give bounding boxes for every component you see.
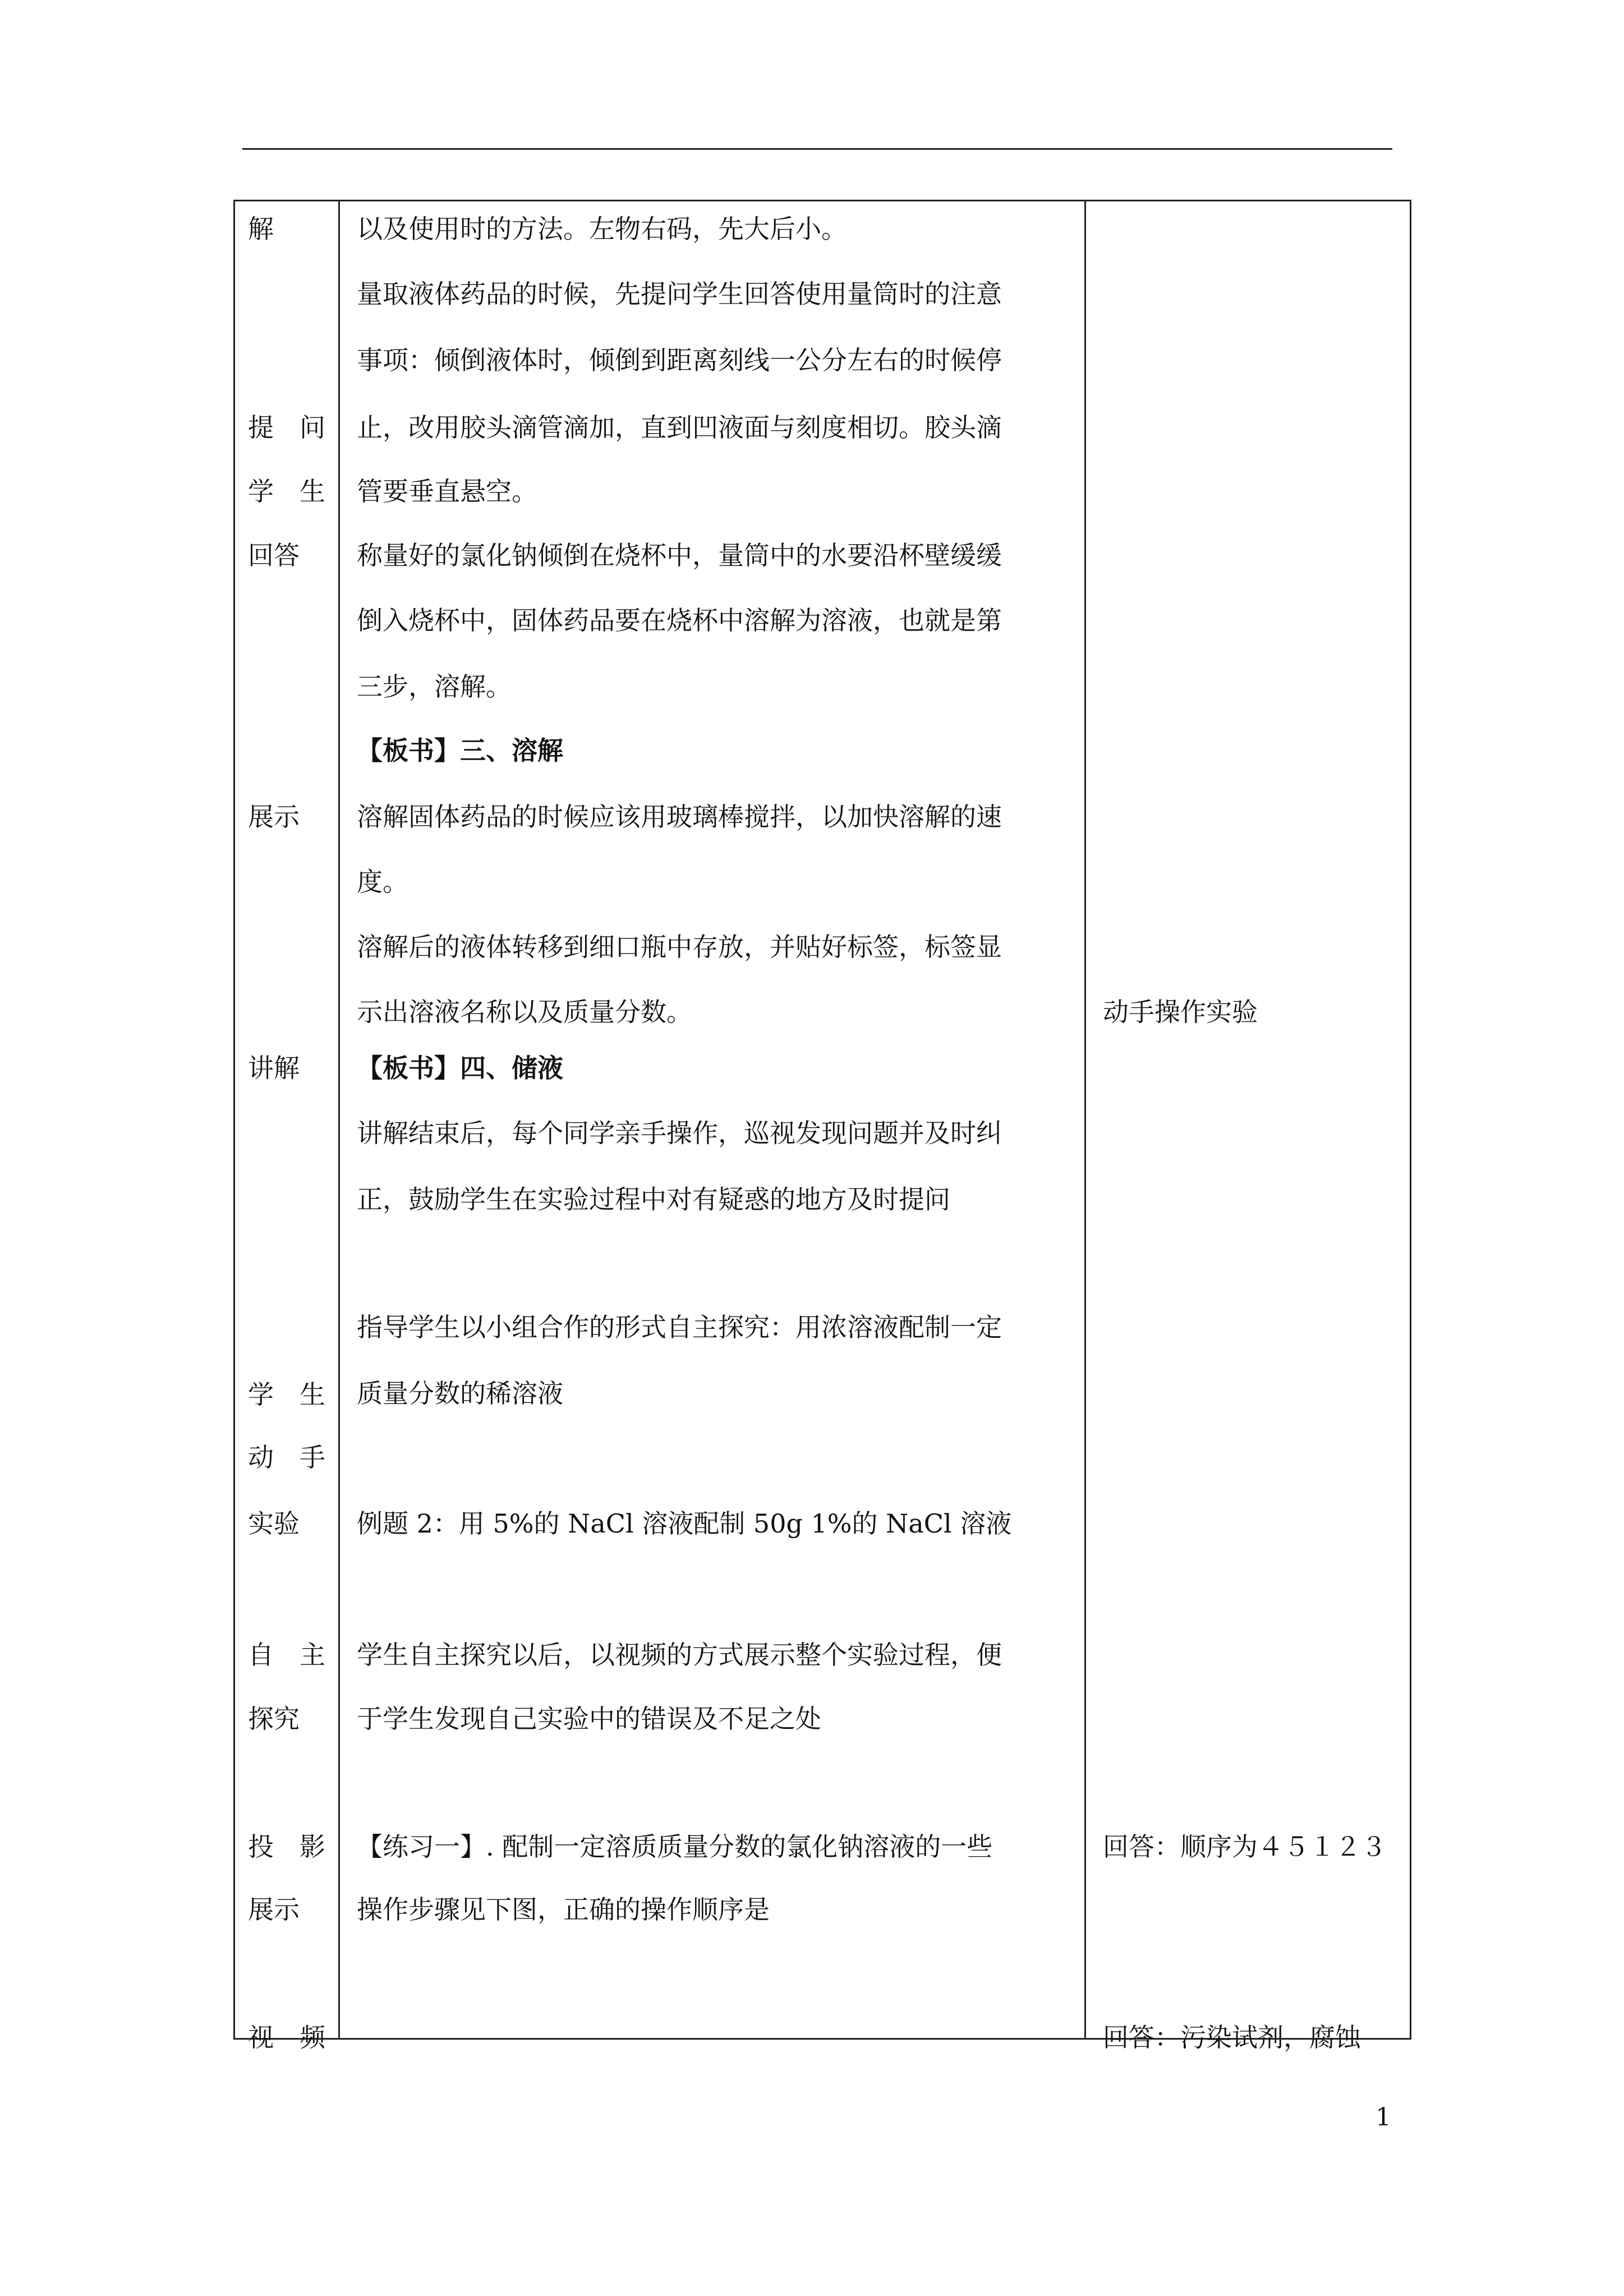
student-activity: 动手操作实验 (1103, 997, 1258, 1027)
activity-line: 以及使用时的方法。左物右码，先大后小。 (357, 214, 847, 244)
activity-line: 质量分数的稀溶液 (357, 1378, 563, 1409)
step-label: 解 (248, 214, 274, 244)
step-label: 实验 (248, 1508, 300, 1539)
activity-line: 溶解后的液体转移到细口瓶中存放，并贴好标签，标签显 (357, 932, 1002, 962)
step-label: 探究 (248, 1704, 300, 1734)
exercise-line: 【练习一】. 配制一定溶质质量分数的氯化钠溶液的一些 (357, 1832, 993, 1862)
activity-line: 称量好的氯化钠倾倒在烧杯中，量筒中的水要沿杯壁缓缓 (357, 540, 1002, 570)
activity-line: 讲解结束后，每个同学亲手操作，巡视发现问题并及时纠 (357, 1118, 1002, 1148)
header-rule (242, 148, 1392, 150)
activity-line: 管要垂直悬空。 (357, 476, 537, 507)
activity-line: 止，改用胶头滴管滴加，直到凹液面与刻度相切。胶头滴 (357, 412, 1002, 443)
blackboard-heading: 【板书】三、溶解 (357, 735, 563, 766)
activity-line: 示出溶液名称以及质量分数。 (357, 997, 692, 1027)
step-label: 动 手 (248, 1442, 325, 1473)
activity-line: 正，鼓励学生在实验过程中对有疑惑的地方及时提问 (357, 1184, 950, 1214)
activity-line: 于学生发现自己实验中的错误及不足之处 (357, 1704, 821, 1734)
step-label: 投 影 (248, 1832, 325, 1862)
student-answer: 回答：污染试剂，腐蚀 (1103, 2022, 1361, 2053)
step-label: 学 生 (248, 476, 325, 507)
step-label: 讲解 (248, 1053, 300, 1083)
activity-line: 三步，溶解。 (357, 671, 512, 702)
activity-line: 学生自主探究以后，以视频的方式展示整个实验过程，便 (357, 1640, 1002, 1670)
activity-line: 量取液体药品的时候，先提问学生回答使用量筒时的注意 (357, 279, 1002, 309)
column-divider-left (338, 200, 340, 2040)
step-label: 学 生 (248, 1379, 325, 1410)
activity-line: 事项：倾倒液体时，倾倒到距离刻线一公分左右的时候停 (357, 345, 1002, 375)
exercise-line: 操作步骤见下图，正确的操作顺序是 (357, 1894, 770, 1925)
activity-line: 指导学生以小组合作的形式自主探究：用浓溶液配制一定 (357, 1312, 1002, 1342)
step-label: 展示 (248, 1894, 300, 1925)
column-divider-right (1084, 200, 1086, 2040)
activity-line: 倒入烧杯中，固体药品要在烧杯中溶解为溶液，也就是第 (357, 605, 1002, 636)
step-label: 提 问 (248, 412, 325, 443)
student-answer: 回答：顺序为４５１２３ (1103, 1832, 1387, 1862)
example-problem: 例题 2：用 5%的 NaCl 溶液配制 50g 1%的 NaCl 溶液 (357, 1508, 1012, 1539)
activity-line: 度。 (357, 867, 408, 897)
page-number: 1 (1375, 2103, 1391, 2132)
step-label: 展示 (248, 802, 300, 832)
step-label: 视 频 (248, 2022, 325, 2053)
step-label: 自 主 (248, 1640, 325, 1670)
blackboard-heading: 【板书】四、储液 (357, 1053, 563, 1083)
step-label: 回答 (248, 540, 300, 570)
activity-line: 溶解固体药品的时候应该用玻璃棒搅拌，以加快溶解的速 (357, 802, 1002, 832)
